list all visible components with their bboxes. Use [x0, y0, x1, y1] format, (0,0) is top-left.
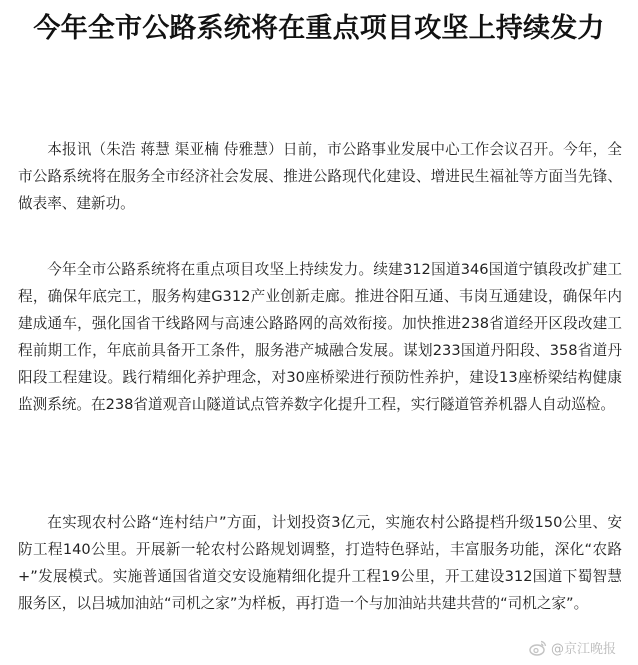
watermark-text: @京江晚报	[550, 642, 616, 657]
weibo-icon	[529, 639, 547, 657]
article-paragraph-2: 今年全市公路系统将在重点项目攻坚上持续发力。续建312国道346国道宁镇段改扩建工程，确保年底完工，服务构建G312产业创新走廊。推进谷阳互通、韦岗互通建设，确保年内建成通车，强化国省干线路网与高速公路路网的高效衔接。加快推进238省道经开区段改建工程前期工作，年底前具备开工条件，服务港产城融合发展。谋划233国道丹阳段、358省道丹阳段工程建设。践行精细化养护理念，对30座桥梁进行预防性养护，建设13座桥梁结构健康监测系统。在238省道观音山隧道试点管养数字化提升工程，实行隧道管养机器人自动巡检。	[18, 261, 622, 413]
article-paragraph-3: 在实现农村公路“连村结户”方面，计划投资3亿元，实施农村公路提档升级150公里、安防工程140公里。开展新一轮农村公路规划调整，打造特色驿站，丰富服务功能，深化“农路+”发展模式。实施普通国省道交安设施精细化提升工程19公里，开工建设312国道下蜀智慧服务区，以吕城加油站“司机之家”为样板，再打造一个与加油站共建共营的“司机之家”。	[18, 514, 622, 612]
article-paragraph-1: 本报讯（朱浩 蒋慧 渠亚楠 侍雅慧）日前，市公路事业发展中心工作会议召开。今年，全市公路系统将在服务全市经济社会发展、推进公路现代化建设、增进民生福祉等方面当先锋、做表率、建新功。	[18, 141, 622, 212]
watermark	[529, 638, 616, 657]
article-title: 今年全市公路系统将在重点项目攻坚上持续发力	[33, 13, 605, 44]
